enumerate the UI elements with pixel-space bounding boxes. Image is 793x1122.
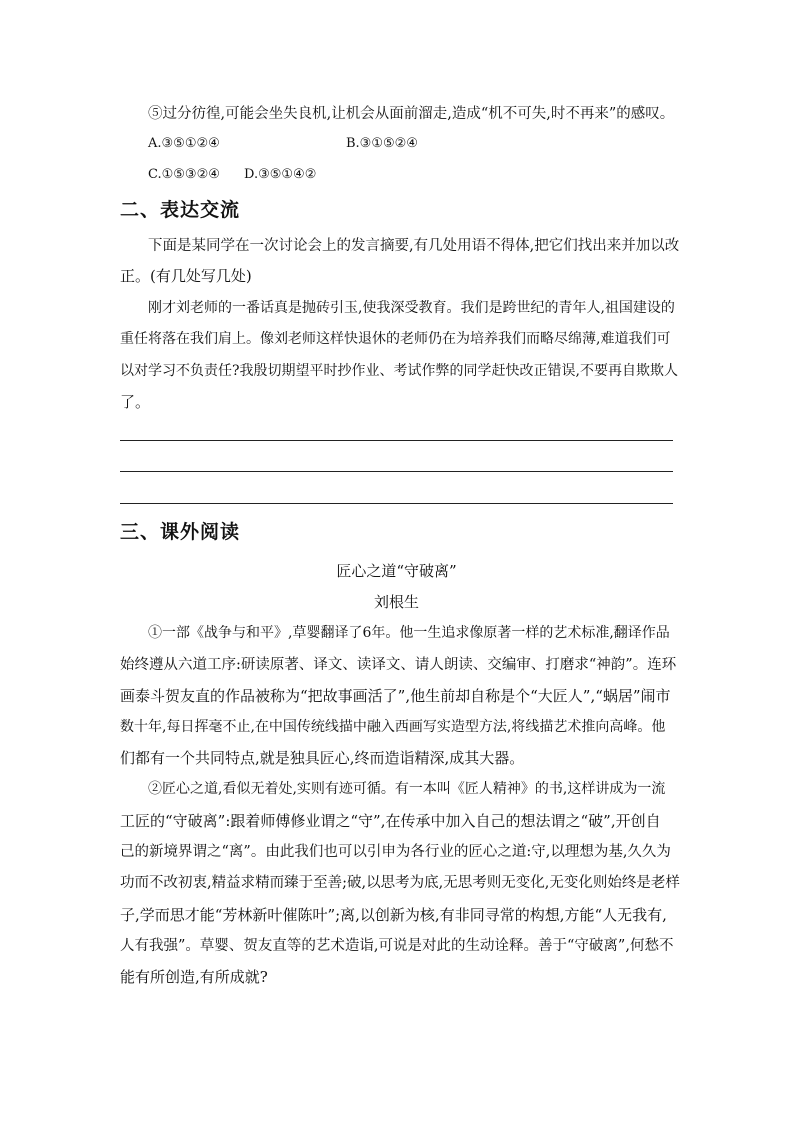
paragraph-1-line: ①一部《战争与和平》,草婴翻译了6年。他一生追求像原著一样的艺术标准,翻译作品 [148,625,670,641]
speech-line: 重任将落在我们肩上。像刘老师这样快退休的老师仍在为培养我们而略尽绵薄,难道我们可 [120,331,671,347]
paragraph-2-line: 己的新境界谓之“离”。由此我们也可以引申为各行业的匠心之道:守,以理想为基,久久为 [120,844,671,860]
answer-line[interactable] [120,440,673,441]
section-heading-expression: 二、表达交流 [120,199,241,221]
section-heading-reading: 三、课外阅读 [120,521,241,543]
paragraph-1-line: 数十年,每日挥毫不止,在中国传统线描中融入西画写实造型方法,将线描艺术推向高峰。他 [120,719,666,735]
article-title: 匠心之道“守破离” [336,562,457,580]
paragraph-2-line: 能有所创造,有所成就? [120,968,268,986]
paragraph-2-line: 人有我强”。草婴、贺友直等的艺术造诣,可说是对此的生动诠释。善于“守破离”,何愁不 [120,938,674,954]
speech-line: 了。 [120,393,151,411]
prompt-line: 下面是某同学在一次讨论会上的发言摘要,有几处用语不得体,把它们找出来并加以改 [148,238,680,254]
answer-line[interactable] [120,471,673,472]
option-b: B.③①⑤②④ [346,136,418,151]
paragraph-1-line: 们都有一个共同特点,就是独具匠心,终而造诣精深,成其大器。 [120,749,525,767]
option-a: A.③⑤①②④ [148,136,220,151]
paragraph-2-line: ②匠心之道,看似无着处,实则有迹可循。有一本叫《匠人精神》的书,这样讲成为一流 [148,781,666,797]
paragraph-2-line: 子,学而思才能“芳林新叶催陈叶”;离,以创新为核,有非同寻常的构想,方能“人无我有, [120,906,667,924]
option-c: C.①⑤③②④ [148,167,220,182]
paragraph-1-line: 画泰斗贺友直的作品被称为“把故事画活了”,他生前却自称是个“大匠人”,“蜗居”闹市 [120,687,671,705]
speech-line: 以对学习不负责任?我殷切期望平时抄作业、考试作弊的同学赶快改正错误,不要再自欺欺人 [120,363,678,379]
question-item-5: ⑤过分彷徨,可能会坐失良机,让机会从面前溜走,造成“机不可失,时不再来”的感叹。 [148,106,675,122]
article-author: 刘根生 [373,593,419,611]
paragraph-2-line: 工匠的“守破离”:跟着师傅修业谓之“守”,在传承中加入自己的想法谓之“破”,开创自 [120,812,661,830]
paragraph-1-line: 始终遵从六道工序:研读原著、译文、读译文、请人朗读、交编审、打磨求“神韵”。连环 [120,657,677,673]
prompt-line: 正。(有几处写几处) [120,267,252,285]
paragraph-2-line: 功而不改初衷,精益求精而臻于至善;破,以思考为底,无思考则无变化,无变化则始终是老样 [120,875,680,891]
answer-line[interactable] [120,503,673,504]
speech-line: 刚才刘老师的一番话真是抛砖引玉,使我深受教育。我们是跨世纪的青年人,祖国建设的 [148,300,675,316]
option-d: D.③⑤①④② [244,167,317,182]
